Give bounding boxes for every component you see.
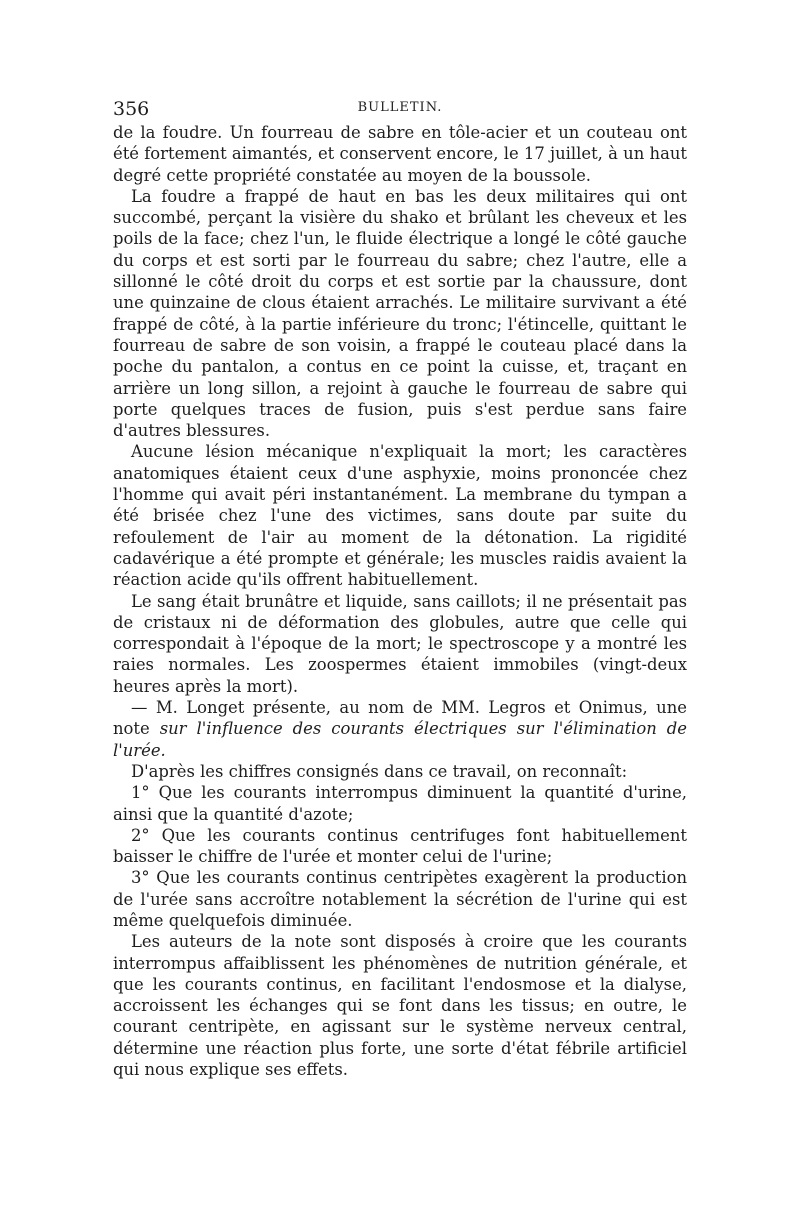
paragraph-9: 3° Que les courants continus centripètes exagèrent la production de l'urée sans accroître notablement la sécrétion de l'urine qui est même quelquefois diminuée. — [113, 868, 687, 930]
paragraph-8: 2° Que les courants continus centrifuges font habituellement baisser le chiffre de l'urée et monter celui de l'urine; — [113, 825, 687, 867]
paragraph-1: de la foudre. Un fourreau de sabre en tôle-acier et un couteau ont été fortement aimantés, et conservent encore, le 17 juillet, à un haut degré cette propriété constatée au moyen de la boussole. — [113, 123, 687, 185]
paragraph-7: 1° Que les courants interrompus diminuent la quantité d'urine, ainsi que la quantité d'azote; — [113, 783, 687, 824]
paragraph-2: La foudre a frappé de haut en bas les deux militaires qui ont succombé, perçant la visière du shako et brûlant les cheveux et les poils de la face; chez l'un, le fluide électrique a longé le côté gauche du corps et est sorti par le fourreau du sabre; chez l'autre, elle a sillonné le côté droit du corps et est sortie par la chaussure, dont une quinzaine de clous étaient arrachés. Le militaire survivant a été frappé de côté, à la partie inférieure du tronc; l'étincelle, quittant le fourreau de sabre de son voisin, a frappé le couteau placé dans la poche du pantalon, a contus en ce point la cuisse, et, traçant en arrière un long sillon, a rejoint à gauche le fourreau de sabre qui porte quelques traces de fusion, puis s'est perdue sans faire d'autres blessures. — [113, 186, 687, 441]
note-title: sur l'influence des courants électriques sur l'élimination de l'urée. — [113, 719, 687, 760]
body-text — [113, 122, 687, 1080]
paragraph-10: Les auteurs de la note sont disposés à croire que les courants interrompus affaiblissent les phénomènes de nutrition générale, et que les courants continus, en facilitant l'endosmose et la dialyse, accroissent les échanges qui se font dans les tissus; en outre, le courant centripète, en agissant sur le système nerveux central, détermine une réaction plus forte, une sorte d'état fébrile artificiel qui nous explique ses effets. — [113, 932, 687, 1080]
page-header — [113, 98, 687, 122]
note-announcement: — M. Longet présente, au nom de MM. Legros et Onimus, une note — [113, 698, 687, 739]
paragraph-6: D'après les chiffres consignés dans ce travail, on reconnaît: — [131, 761, 628, 781]
page-number: 356 — [113, 98, 150, 120]
page — [113, 98, 687, 1080]
running-head: BULLETIN. — [357, 100, 443, 115]
paragraph-5 — [113, 697, 687, 761]
paragraph-3: Aucune lésion mécanique n'expliquait la mort; les caractères anatomiques étaient ceux d'une asphyxie, moins prononcée chez l'homme qui avait péri instantanément. La membrane du tympan a été brisée chez l'une des victimes, sans doute par suite du refoulement de l'air au moment de la détonation. La rigidité cadavérique a été prompte et générale; les muscles raidis avaient la réaction acide qu'ils offrent habituellement. — [113, 442, 687, 590]
paragraph-4: Le sang était brunâtre et liquide, sans caillots; il ne présentait pas de cristaux ni de déformation des globules, autre que celle qui correspondait à l'époque de la mort; le spectroscope y a montré les raies normales. Les zoospermes étaient immobiles (vingt-deux heures après la mort). — [113, 591, 687, 696]
